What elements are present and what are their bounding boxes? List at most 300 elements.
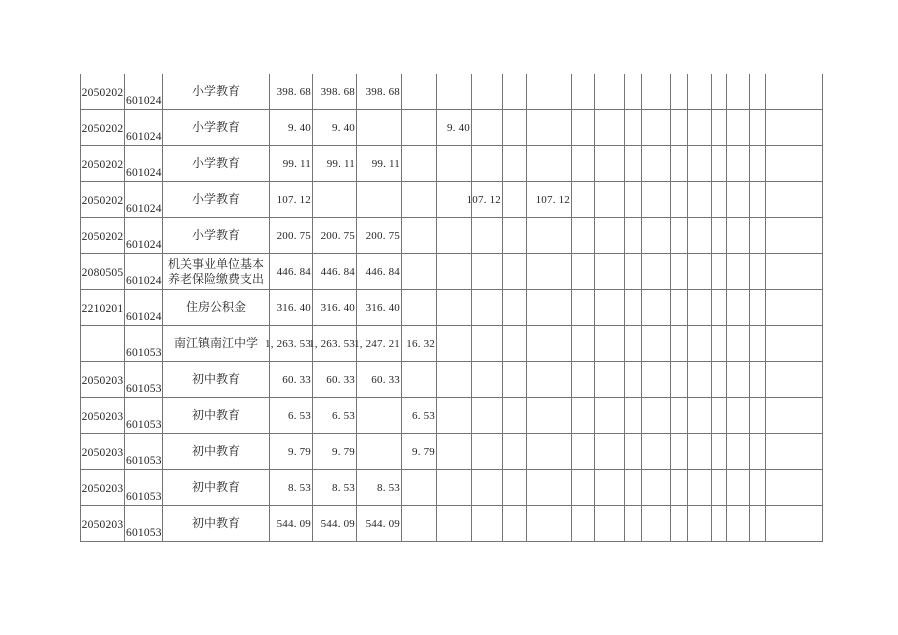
cell-amount bbox=[313, 362, 357, 398]
cell-amount bbox=[671, 182, 688, 218]
cell-amount bbox=[270, 110, 313, 146]
amount-text: 1, 247. 21 bbox=[354, 337, 400, 350]
cell-amount bbox=[472, 290, 503, 326]
amount-text: 398. 68 bbox=[365, 85, 400, 98]
cell-amount bbox=[270, 506, 313, 542]
amount-text: 9. 40 bbox=[447, 121, 470, 134]
cell-amount bbox=[270, 146, 313, 182]
cell-amount bbox=[727, 470, 750, 506]
cell-amount bbox=[671, 434, 688, 470]
cell-amount bbox=[354, 326, 402, 362]
amount-text: 107. 12 bbox=[535, 193, 570, 206]
cell-amount bbox=[625, 74, 642, 110]
amount-text: 99. 11 bbox=[282, 157, 311, 170]
cell-function-code: 2210201 bbox=[80, 290, 125, 326]
cell-amount bbox=[357, 254, 402, 290]
cell-amount bbox=[625, 326, 642, 362]
cell-amount bbox=[671, 110, 688, 146]
amount-text: 200. 75 bbox=[365, 229, 400, 242]
cell-amount bbox=[527, 146, 572, 182]
cell-unit-code: 601024 bbox=[125, 110, 163, 146]
cell-amount bbox=[595, 290, 625, 326]
cell-amount bbox=[671, 506, 688, 542]
cell-amount bbox=[503, 506, 527, 542]
cell-amount bbox=[688, 470, 712, 506]
cell-amount bbox=[642, 74, 671, 110]
amount-text: 8. 53 bbox=[288, 481, 311, 494]
amount-text: 8. 53 bbox=[332, 481, 355, 494]
cell-amount bbox=[688, 506, 712, 542]
cell-amount bbox=[595, 326, 625, 362]
cell-amount bbox=[402, 182, 437, 218]
cell-amount bbox=[750, 74, 766, 110]
cell-amount bbox=[712, 434, 727, 470]
cell-amount bbox=[527, 110, 572, 146]
cell-amount bbox=[313, 254, 357, 290]
cell-amount bbox=[712, 182, 727, 218]
cell-amount bbox=[727, 146, 750, 182]
cell-amount bbox=[750, 506, 766, 542]
amount-text: 9. 79 bbox=[288, 445, 311, 458]
cell-amount bbox=[270, 182, 313, 218]
cell-amount bbox=[727, 398, 750, 434]
cell-amount bbox=[472, 470, 503, 506]
cell-amount bbox=[313, 218, 357, 254]
cell-amount bbox=[595, 182, 625, 218]
cell-name: 小学教育 bbox=[163, 182, 270, 218]
cell-amount bbox=[750, 398, 766, 434]
cell-amount bbox=[357, 218, 402, 254]
amount-text: 60. 33 bbox=[371, 373, 400, 386]
cell-amount bbox=[402, 470, 437, 506]
cell-amount bbox=[712, 398, 727, 434]
cell-name: 初中教育 bbox=[163, 362, 270, 398]
amount-text: 8. 53 bbox=[377, 481, 400, 494]
cell-amount bbox=[625, 362, 642, 398]
cell-amount bbox=[766, 74, 823, 110]
cell-amount bbox=[572, 146, 595, 182]
cell-amount bbox=[712, 506, 727, 542]
cell-name: 初中教育 bbox=[163, 470, 270, 506]
cell-amount bbox=[712, 362, 727, 398]
cell-amount bbox=[402, 398, 437, 434]
amount-text: 316. 40 bbox=[320, 301, 355, 314]
cell-amount bbox=[437, 326, 472, 362]
cell-function-code: 2050202 bbox=[80, 218, 125, 254]
cell-unit-code: 601053 bbox=[125, 434, 163, 470]
amount-text: 398. 68 bbox=[320, 85, 355, 98]
amount-text: 316. 40 bbox=[365, 301, 400, 314]
cell-amount bbox=[572, 218, 595, 254]
cell-amount bbox=[503, 470, 527, 506]
cell-amount bbox=[727, 290, 750, 326]
cell-amount bbox=[402, 506, 437, 542]
cell-amount bbox=[270, 362, 313, 398]
cell-amount bbox=[766, 182, 823, 218]
cell-amount bbox=[727, 218, 750, 254]
cell-amount bbox=[595, 398, 625, 434]
cell-unit-code: 601053 bbox=[125, 326, 163, 362]
cell-amount bbox=[402, 434, 437, 470]
cell-amount bbox=[313, 182, 357, 218]
cell-amount bbox=[642, 362, 671, 398]
cell-amount bbox=[712, 110, 727, 146]
cell-amount bbox=[437, 506, 472, 542]
cell-amount bbox=[527, 218, 572, 254]
cell-name: 小学教育 bbox=[163, 110, 270, 146]
cell-amount bbox=[270, 470, 313, 506]
cell-amount bbox=[472, 506, 503, 542]
cell-amount bbox=[402, 326, 437, 362]
amount-text: 9. 79 bbox=[412, 445, 435, 458]
amount-text: 60. 33 bbox=[282, 373, 311, 386]
cell-amount bbox=[503, 326, 527, 362]
cell-amount bbox=[712, 290, 727, 326]
cell-amount bbox=[595, 218, 625, 254]
cell-amount bbox=[727, 326, 750, 362]
cell-amount bbox=[503, 398, 527, 434]
cell-amount bbox=[472, 398, 503, 434]
cell-function-code: 2050203 bbox=[80, 398, 125, 434]
cell-amount bbox=[766, 326, 823, 362]
cell-amount bbox=[688, 218, 712, 254]
cell-amount bbox=[671, 74, 688, 110]
cell-amount bbox=[357, 182, 402, 218]
cell-amount bbox=[625, 218, 642, 254]
cell-amount bbox=[727, 434, 750, 470]
cell-amount bbox=[595, 362, 625, 398]
cell-function-code bbox=[80, 326, 125, 362]
cell-amount bbox=[727, 182, 750, 218]
amount-text: 9. 40 bbox=[288, 121, 311, 134]
cell-amount bbox=[437, 290, 472, 326]
cell-amount bbox=[527, 290, 572, 326]
cell-amount bbox=[671, 218, 688, 254]
cell-unit-code: 601024 bbox=[125, 182, 163, 218]
cell-amount bbox=[688, 326, 712, 362]
cell-name: 住房公积金 bbox=[163, 290, 270, 326]
amount-text: 9. 79 bbox=[332, 445, 355, 458]
cell-amount bbox=[503, 110, 527, 146]
cell-amount bbox=[727, 506, 750, 542]
cell-amount bbox=[437, 218, 472, 254]
cell-amount bbox=[527, 74, 572, 110]
cell-amount bbox=[727, 254, 750, 290]
cell-amount bbox=[766, 434, 823, 470]
cell-amount bbox=[642, 434, 671, 470]
amount-text: 544. 09 bbox=[320, 517, 355, 530]
cell-amount bbox=[671, 326, 688, 362]
cell-amount bbox=[642, 506, 671, 542]
cell-unit-code: 601024 bbox=[125, 254, 163, 290]
cell-amount bbox=[503, 146, 527, 182]
cell-amount bbox=[642, 218, 671, 254]
cell-amount bbox=[402, 146, 437, 182]
cell-amount bbox=[472, 110, 503, 146]
cell-amount bbox=[642, 110, 671, 146]
cell-amount bbox=[712, 470, 727, 506]
cell-name: 小学教育 bbox=[163, 74, 270, 110]
cell-amount bbox=[595, 434, 625, 470]
amount-text: 446. 84 bbox=[276, 265, 311, 278]
cell-amount bbox=[625, 470, 642, 506]
cell-amount bbox=[572, 326, 595, 362]
cell-amount bbox=[402, 110, 437, 146]
cell-amount bbox=[688, 146, 712, 182]
cell-amount bbox=[750, 218, 766, 254]
cell-amount bbox=[766, 362, 823, 398]
cell-amount bbox=[642, 398, 671, 434]
cell-name: 初中教育 bbox=[163, 398, 270, 434]
amount-text: 6. 53 bbox=[332, 409, 355, 422]
cell-name: 小学教育 bbox=[163, 218, 270, 254]
cell-amount bbox=[503, 182, 527, 218]
cell-amount bbox=[437, 398, 472, 434]
amount-text: 107. 12 bbox=[466, 193, 501, 206]
cell-amount bbox=[671, 470, 688, 506]
cell-amount bbox=[313, 74, 357, 110]
cell-amount bbox=[313, 146, 357, 182]
cell-function-code: 2080505 bbox=[80, 254, 125, 290]
cell-function-code: 2050203 bbox=[80, 434, 125, 470]
cell-amount bbox=[671, 254, 688, 290]
cell-amount bbox=[357, 146, 402, 182]
cell-function-code: 2050202 bbox=[80, 146, 125, 182]
cell-amount bbox=[572, 506, 595, 542]
cell-amount bbox=[688, 254, 712, 290]
cell-amount bbox=[357, 110, 402, 146]
cell-function-code: 2050203 bbox=[80, 506, 125, 542]
cell-amount bbox=[625, 290, 642, 326]
cell-amount bbox=[503, 218, 527, 254]
cell-amount bbox=[625, 254, 642, 290]
cell-amount bbox=[766, 470, 823, 506]
cell-function-code: 2050202 bbox=[80, 182, 125, 218]
cell-amount bbox=[766, 254, 823, 290]
cell-amount bbox=[572, 182, 595, 218]
amount-text: 99. 11 bbox=[371, 157, 400, 170]
cell-amount bbox=[437, 470, 472, 506]
cell-amount bbox=[642, 254, 671, 290]
cell-amount bbox=[671, 146, 688, 182]
cell-amount bbox=[437, 110, 472, 146]
cell-amount bbox=[472, 434, 503, 470]
cell-amount bbox=[625, 110, 642, 146]
cell-amount bbox=[313, 470, 357, 506]
cell-amount bbox=[313, 506, 357, 542]
cell-amount bbox=[527, 434, 572, 470]
cell-amount bbox=[688, 362, 712, 398]
cell-amount bbox=[503, 74, 527, 110]
cell-amount bbox=[527, 254, 572, 290]
cell-amount bbox=[265, 326, 313, 362]
cell-amount bbox=[766, 290, 823, 326]
cell-amount bbox=[642, 470, 671, 506]
cell-unit-code: 601024 bbox=[125, 218, 163, 254]
cell-amount bbox=[503, 434, 527, 470]
amount-text: 200. 75 bbox=[320, 229, 355, 242]
amount-text: 1, 263. 53 bbox=[265, 337, 311, 350]
cell-unit-code: 601024 bbox=[125, 74, 163, 110]
cell-amount bbox=[472, 326, 503, 362]
cell-amount bbox=[466, 182, 503, 218]
cell-amount bbox=[671, 398, 688, 434]
cell-amount bbox=[437, 254, 472, 290]
cell-unit-code: 601053 bbox=[125, 398, 163, 434]
cell-amount bbox=[402, 362, 437, 398]
cell-name: 小学教育 bbox=[163, 146, 270, 182]
cell-amount bbox=[595, 74, 625, 110]
cell-amount bbox=[688, 110, 712, 146]
cell-amount bbox=[688, 182, 712, 218]
amount-text: 544. 09 bbox=[276, 517, 311, 530]
cell-function-code: 2050202 bbox=[80, 74, 125, 110]
cell-amount bbox=[270, 434, 313, 470]
cell-function-code: 2050202 bbox=[80, 110, 125, 146]
cell-amount bbox=[750, 326, 766, 362]
cell-amount bbox=[572, 74, 595, 110]
cell-amount bbox=[357, 290, 402, 326]
amount-text: 446. 84 bbox=[320, 265, 355, 278]
cell-amount bbox=[688, 74, 712, 110]
cell-amount bbox=[712, 74, 727, 110]
cell-amount bbox=[572, 434, 595, 470]
cell-amount bbox=[766, 146, 823, 182]
cell-amount bbox=[671, 290, 688, 326]
cell-amount bbox=[766, 506, 823, 542]
amount-text: 60. 33 bbox=[326, 373, 355, 386]
cell-amount bbox=[572, 110, 595, 146]
cell-amount bbox=[766, 218, 823, 254]
cell-amount bbox=[688, 290, 712, 326]
cell-amount bbox=[688, 398, 712, 434]
amount-text: 107. 12 bbox=[276, 193, 311, 206]
cell-amount bbox=[671, 362, 688, 398]
cell-amount bbox=[712, 326, 727, 362]
cell-amount bbox=[313, 398, 357, 434]
cell-amount bbox=[712, 218, 727, 254]
cell-amount bbox=[625, 146, 642, 182]
cell-amount bbox=[527, 470, 572, 506]
cell-amount bbox=[313, 110, 357, 146]
amount-text: 6. 53 bbox=[288, 409, 311, 422]
cell-amount bbox=[437, 362, 472, 398]
cell-amount bbox=[357, 398, 402, 434]
cell-amount bbox=[402, 290, 437, 326]
cell-function-code: 2050203 bbox=[80, 470, 125, 506]
cell-amount bbox=[572, 398, 595, 434]
cell-amount bbox=[527, 326, 572, 362]
cell-amount bbox=[572, 254, 595, 290]
cell-amount bbox=[313, 434, 357, 470]
cell-amount bbox=[437, 74, 472, 110]
amount-text: 544. 09 bbox=[365, 517, 400, 530]
cell-name: 初中教育 bbox=[163, 506, 270, 542]
cell-amount bbox=[712, 146, 727, 182]
cell-amount bbox=[270, 398, 313, 434]
cell-amount bbox=[750, 182, 766, 218]
cell-amount bbox=[402, 74, 437, 110]
cell-name: 南江镇南江中学 bbox=[163, 326, 270, 362]
cell-amount bbox=[595, 146, 625, 182]
amount-text: 446. 84 bbox=[365, 265, 400, 278]
cell-amount bbox=[357, 434, 402, 470]
cell-amount bbox=[313, 290, 357, 326]
cell-amount bbox=[712, 254, 727, 290]
cell-amount bbox=[270, 218, 313, 254]
amount-text: 6. 53 bbox=[412, 409, 435, 422]
amount-text: 200. 75 bbox=[276, 229, 311, 242]
cell-amount bbox=[750, 290, 766, 326]
cell-amount bbox=[357, 506, 402, 542]
cell-amount bbox=[625, 434, 642, 470]
amount-text: 16. 32 bbox=[406, 337, 435, 350]
cell-name: 初中教育 bbox=[163, 434, 270, 470]
amount-text: 1, 263. 53 bbox=[309, 337, 355, 350]
cell-amount bbox=[750, 362, 766, 398]
cell-amount bbox=[750, 470, 766, 506]
cell-amount bbox=[595, 110, 625, 146]
cell-amount bbox=[727, 110, 750, 146]
cell-amount bbox=[750, 254, 766, 290]
budget-table bbox=[80, 74, 823, 542]
cell-amount bbox=[309, 326, 357, 362]
cell-amount bbox=[472, 362, 503, 398]
cell-amount bbox=[527, 362, 572, 398]
cell-amount bbox=[357, 74, 402, 110]
cell-amount bbox=[270, 290, 313, 326]
cell-unit-code: 601024 bbox=[125, 146, 163, 182]
cell-amount bbox=[572, 362, 595, 398]
cell-amount bbox=[642, 326, 671, 362]
cell-amount bbox=[727, 74, 750, 110]
cell-amount bbox=[766, 398, 823, 434]
amount-text: 99. 11 bbox=[326, 157, 355, 170]
cell-amount bbox=[625, 182, 642, 218]
cell-function-code: 2050203 bbox=[80, 362, 125, 398]
cell-amount bbox=[727, 362, 750, 398]
cell-amount bbox=[503, 290, 527, 326]
cell-amount bbox=[503, 254, 527, 290]
cell-amount bbox=[472, 74, 503, 110]
cell-amount bbox=[357, 362, 402, 398]
cell-amount bbox=[595, 254, 625, 290]
cell-amount bbox=[472, 218, 503, 254]
cell-amount bbox=[527, 398, 572, 434]
cell-amount bbox=[357, 470, 402, 506]
amount-text: 9. 40 bbox=[332, 121, 355, 134]
cell-amount bbox=[750, 146, 766, 182]
cell-amount bbox=[642, 182, 671, 218]
cell-amount bbox=[642, 146, 671, 182]
cell-amount bbox=[402, 254, 437, 290]
cell-amount bbox=[472, 146, 503, 182]
cell-amount bbox=[503, 362, 527, 398]
cell-amount bbox=[766, 110, 823, 146]
cell-amount bbox=[572, 290, 595, 326]
cell-amount bbox=[270, 254, 313, 290]
amount-text: 398. 68 bbox=[276, 85, 311, 98]
cell-amount bbox=[642, 290, 671, 326]
cell-unit-code: 601053 bbox=[125, 506, 163, 542]
cell-amount bbox=[595, 506, 625, 542]
cell-amount bbox=[527, 182, 572, 218]
cell-amount bbox=[625, 506, 642, 542]
cell-amount bbox=[270, 74, 313, 110]
cell-amount bbox=[688, 434, 712, 470]
cell-name: 机关事业单位基本养老保险缴费支出 bbox=[163, 254, 270, 290]
cell-amount bbox=[402, 218, 437, 254]
